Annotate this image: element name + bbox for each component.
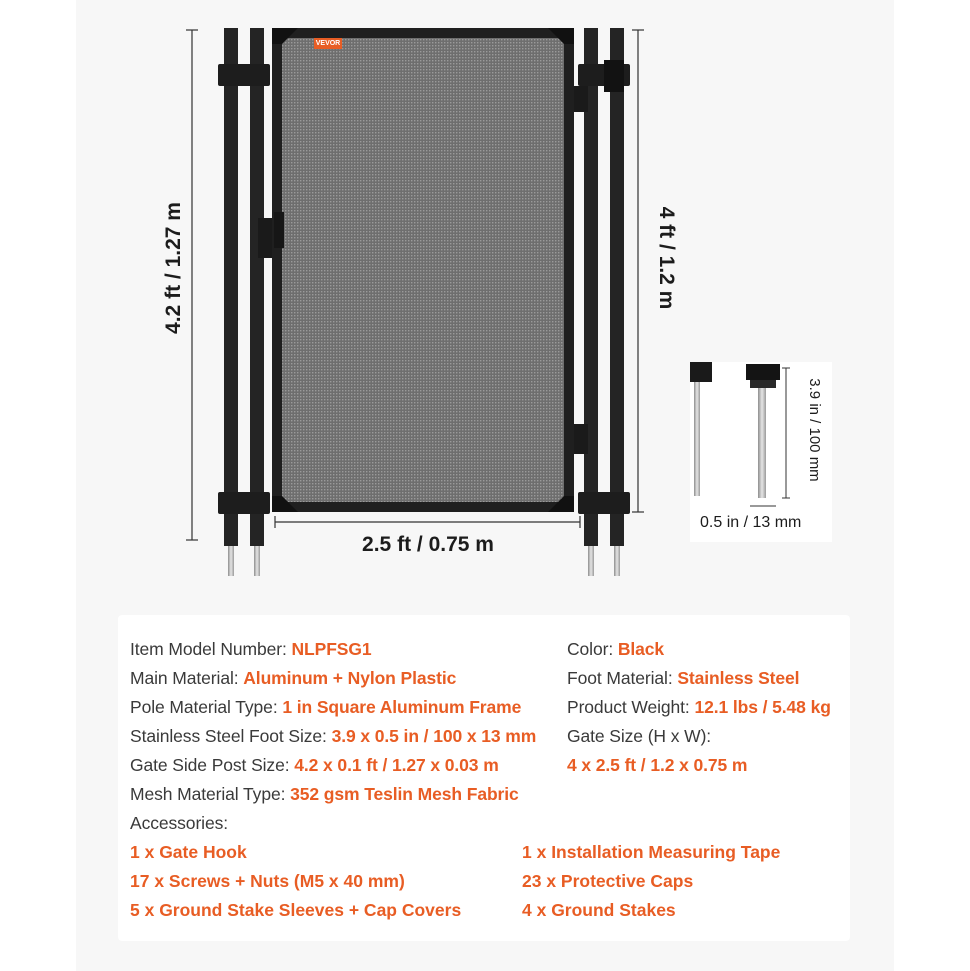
accessory-item: 1 x Gate Hook — [130, 842, 247, 862]
total-height-label: 4.2 ft / 1.27 m — [162, 202, 185, 334]
brand-logo — [314, 38, 342, 49]
spec-main-material: Main Material: Aluminum + Nylon Plastic — [130, 668, 457, 688]
accessory-item: 17 x Screws + Nuts (M5 x 40 mm) — [130, 871, 405, 891]
spec-product-weight: Product Weight: 12.1 lbs / 5.48 kg — [567, 697, 831, 717]
gate-height-label: 4 ft / 1.2 m — [655, 206, 678, 310]
spec-foot-material: Foot Material: Stainless Steel — [567, 668, 800, 688]
spec-gate-size-label: Gate Size (H x W): — [567, 726, 712, 746]
gate-width-label: 2.5 ft / 0.75 m — [362, 533, 494, 556]
accessory-item: 1 x Installation Measuring Tape — [522, 842, 781, 862]
spec-gate-size-value: 4 x 2.5 ft / 1.2 x 0.75 m — [567, 755, 748, 775]
spec-pole-material: Pole Material Type: 1 in Square Aluminum Frame — [130, 697, 522, 717]
stake-width-label: 0.5 in / 13 mm — [700, 514, 802, 531]
accessory-item: 4 x Ground Stakes — [522, 900, 676, 920]
right-posts — [574, 28, 630, 576]
left-posts — [218, 28, 278, 576]
accessories-heading: Accessories: — [130, 813, 228, 833]
stake-detail-card — [690, 362, 832, 542]
spec-side-post-size: Gate Side Post Size: 4.2 x 0.1 ft / 1.27 x 0.03 m — [130, 755, 499, 775]
spec-color: Color: Black — [567, 639, 665, 659]
brand-logo-text: VEVOR — [315, 40, 341, 47]
spec-foot-size: Stainless Steel Foot Size: 3.9 x 0.5 in / 100 x 13 mm — [130, 726, 537, 746]
spec-mesh-material: Mesh Material Type: 352 gsm Teslin Mesh Fabric — [130, 784, 519, 804]
spec-item-model: Item Model Number: NLPFSG1 — [130, 639, 372, 659]
specifications-card — [118, 615, 850, 941]
gate-panel — [272, 28, 574, 512]
stake-length-label: 3.9 in / 100 mm — [806, 378, 823, 482]
accessory-item: 23 x Protective Caps — [522, 871, 694, 891]
accessory-item: 5 x Ground Stake Sleeves + Cap Covers — [130, 900, 462, 920]
